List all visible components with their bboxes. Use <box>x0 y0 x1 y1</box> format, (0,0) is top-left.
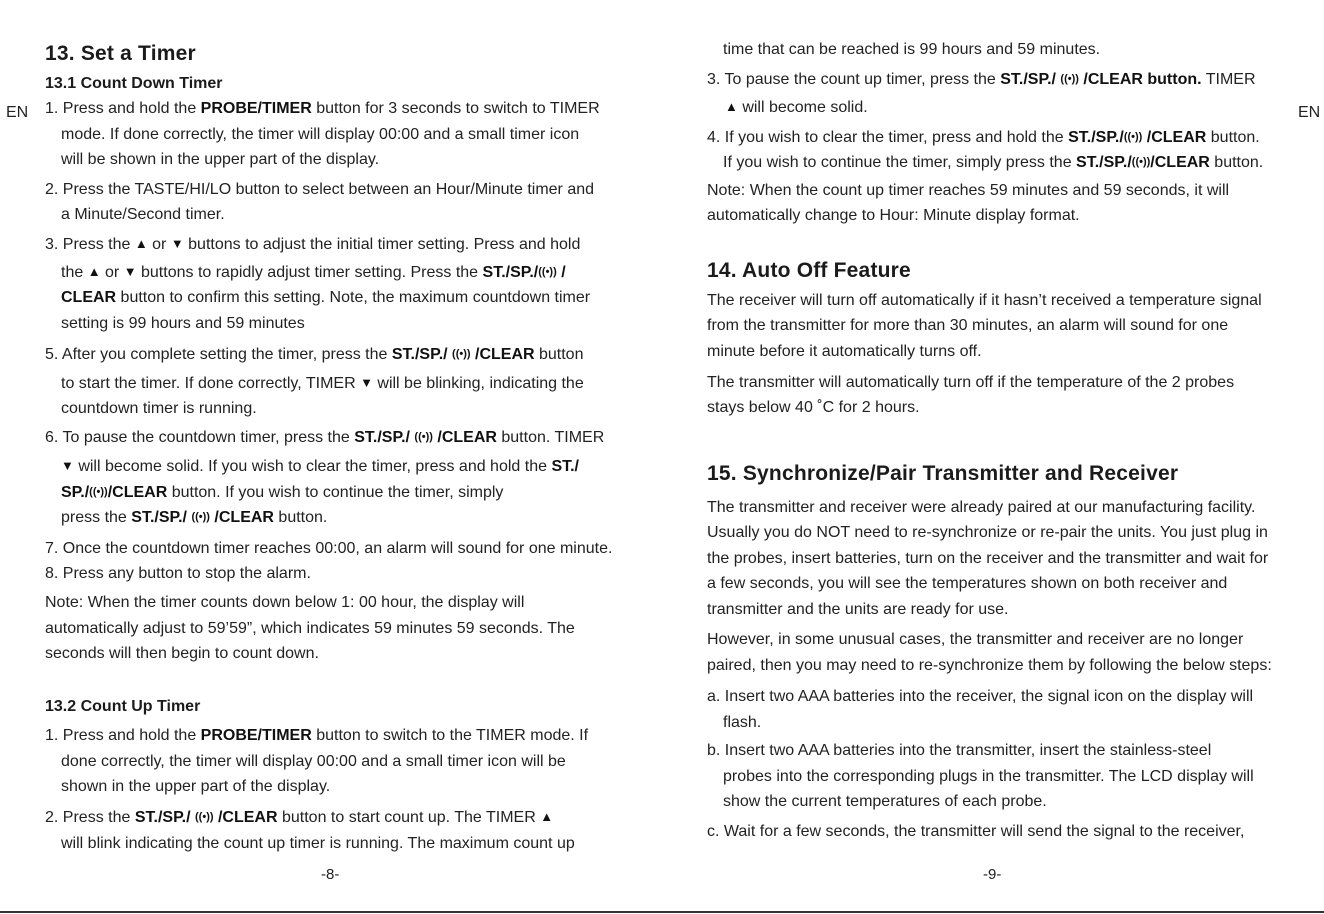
count-up-note-line-1: Note: When the count up timer reaches 59 minutes and 59 seconds, it will <box>707 182 1230 199</box>
step-5-line-3: countdown timer is running. <box>61 400 257 417</box>
down-arrow-icon: ▼ <box>360 375 373 390</box>
sync-line-5: transmitter and the units are ready for use. <box>707 601 1009 618</box>
step-2-line-1: 2. Press the TASTE/HI/LO button to select between an Hour/Minute timer and <box>45 181 595 198</box>
signal-icon: ((•)) <box>191 511 210 523</box>
signal-icon: ((•)) <box>538 266 557 278</box>
note-line-1: Note: When the timer counts down below 1: 00 hour, the display will <box>45 594 525 611</box>
step-8: 8. Press any button to stop the alarm. <box>45 565 311 582</box>
step-3-line-3: CLEAR button to confirm this setting. Note, the maximum countdown timer <box>61 289 591 306</box>
up-arrow-icon: ▲ <box>87 264 101 279</box>
step-1-line-3: will be shown in the upper part of the display. <box>61 151 380 168</box>
signal-icon: ((•)) <box>1060 73 1079 85</box>
sync-line-2: Usually you do NOT need to re-synchronize or re-pair the units. You just plug in <box>707 524 1268 541</box>
count-up-step-1-line-3: shown in the upper part of the display. <box>61 778 331 795</box>
up-arrow-icon: ▲ <box>725 99 738 114</box>
count-up-step-2-line-1: 2. Press the ST./SP./ ((•)) /CLEAR button to start count up. The TIMER ▲ <box>45 809 554 826</box>
page-number: -8- <box>321 866 340 883</box>
section-13-2-heading: 13.2 Count Up Timer <box>45 698 201 715</box>
signal-icon: ((•)) <box>1131 156 1151 168</box>
sync-step-a-line-2: flash. <box>723 714 762 731</box>
sync-step-a-line-1: a. Insert two AAA batteries into the receiver, the signal icon on the display will <box>707 688 1254 705</box>
step-1-line-1: 1. Press and hold the PROBE/TIMER button for 3 seconds to switch to TIMER <box>45 100 600 117</box>
step-6-line-1: 6. To pause the countdown timer, press the ST./SP./ ((•)) /CLEAR button. TIMER <box>45 429 605 446</box>
step-6-line-2: ▼ will become solid. If you wish to clear the timer, press and hold the ST./ <box>61 458 579 475</box>
down-arrow-icon: ▼ <box>123 264 137 279</box>
note-line-2: automatically adjust to 59’59”, which indicates 59 minutes 59 seconds. The <box>45 620 575 637</box>
signal-icon: ((•)) <box>89 486 108 498</box>
count-up-step-3-line-1: 3. To pause the count up timer, press the ST./SP./ ((•)) /CLEAR button. TIMER <box>707 71 1256 88</box>
auto-off-line-4: The transmitter will automatically turn off if the temperature of the 2 probes <box>707 374 1235 391</box>
section-13-heading: 13. Set a Timer <box>45 42 196 65</box>
sync-line-3: the probes, insert batteries, turn on the receiver and the transmitter and wait for <box>707 550 1269 567</box>
up-arrow-icon: ▲ <box>134 236 148 251</box>
language-tab: EN <box>1298 104 1321 121</box>
bottom-divider <box>0 911 1324 913</box>
auto-off-line-3: minute before it automatically turns off. <box>707 343 982 360</box>
up-arrow-icon: ▲ <box>540 809 554 824</box>
step-6-line-4: press the ST./SP./ ((•)) /CLEAR button. <box>61 509 328 526</box>
count-up-step-4-line-1: 4. If you wish to clear the timer, press and hold the ST./SP./((•)) /CLEAR button. <box>707 129 1260 146</box>
note-line-3: seconds will then begin to count down. <box>45 645 319 662</box>
signal-icon: ((•)) <box>452 348 471 360</box>
step-5-line-1: 5. After you complete setting the timer, press the ST./SP./ ((•)) /CLEAR button <box>45 346 584 363</box>
auto-off-line-2: from the transmitter for more than 30 minutes, an alarm will sound for one <box>707 317 1229 334</box>
count-up-step-2-line-2: will blink indicating the count up timer is running. The maximum count up <box>61 835 575 852</box>
step-1-line-2: mode. If done correctly, the timer will display 00:00 and a small timer icon <box>61 126 580 143</box>
sync-line-6: However, in some unusual cases, the transmitter and receiver are no longer <box>707 631 1244 648</box>
step-7: 7. Once the countdown timer reaches 00:00, an alarm will sound for one minute. <box>45 540 613 557</box>
count-up-step-1-line-1: 1. Press and hold the PROBE/TIMER button to switch to the TIMER mode. If <box>45 727 589 744</box>
section-13-1-heading: 13.1 Count Down Timer <box>45 75 223 92</box>
sync-line-4: a few seconds, you will see the temperatures shown on both receiver and <box>707 575 1228 592</box>
auto-off-line-1: The receiver will turn off automatically if it hasn’t received a temperature signal <box>707 292 1262 309</box>
sync-line-1: The transmitter and receiver were already paired at our manufacturing facility. <box>707 499 1256 516</box>
sync-step-b-line-1: b. Insert two AAA batteries into the transmitter, insert the stainless-steel <box>707 742 1212 759</box>
page-number: -9- <box>983 866 1002 883</box>
count-up-note-line-2: automatically change to Hour: Minute display format. <box>707 207 1080 224</box>
count-up-step-3-line-2: ▲ will become solid. <box>725 99 868 116</box>
down-arrow-icon: ▼ <box>170 236 184 251</box>
step-3-line-2: the ▲ or ▼ buttons to rapidly adjust timer setting. Press the ST./SP./((•)) / <box>61 264 566 281</box>
auto-off-line-5: stays below 40 ˚C for 2 hours. <box>707 399 920 416</box>
count-up-step-1-line-2: done correctly, the timer will display 00:00 and a small timer icon will be <box>61 753 566 770</box>
sync-step-c-line-1: c. Wait for a few seconds, the transmitter will send the signal to the receiver, <box>707 823 1245 840</box>
sync-step-b-line-2: probes into the corresponding plugs in the transmitter. The LCD display will <box>723 768 1254 785</box>
sync-line-7: paired, then you may need to re-synchronize them by following the below steps: <box>707 657 1272 674</box>
section-14-heading: 14. Auto Off Feature <box>707 259 911 282</box>
signal-icon: ((•)) <box>1123 131 1143 143</box>
right-page <box>662 0 1324 914</box>
count-up-step-4-line-2: If you wish to continue the timer, simply press the ST./SP./((•))/CLEAR button. <box>723 154 1264 171</box>
signal-icon: ((•)) <box>414 431 433 443</box>
step-2-line-2: a Minute/Second timer. <box>61 206 225 223</box>
section-15-heading: 15. Synchronize/Pair Transmitter and Receiver <box>707 462 1179 485</box>
sync-step-b-line-3: show the current temperatures of each probe. <box>723 793 1047 810</box>
step-3-line-1: 3. Press the ▲ or ▼ buttons to adjust the initial timer setting. Press and hold <box>45 236 581 253</box>
count-up-step-2-line-3: time that can be reached is 99 hours and 59 minutes. <box>723 41 1101 58</box>
step-5-line-2: to start the timer. If done correctly, TIMER ▼ will be blinking, indicating the <box>61 375 584 392</box>
step-6-line-3: SP./((•))/CLEAR button. If you wish to continue the timer, simply <box>61 484 504 501</box>
language-tab: EN <box>6 104 29 121</box>
signal-icon: ((•)) <box>195 811 214 823</box>
step-3-line-4: setting is 99 hours and 59 minutes <box>61 315 305 332</box>
down-arrow-icon: ▼ <box>61 458 74 473</box>
